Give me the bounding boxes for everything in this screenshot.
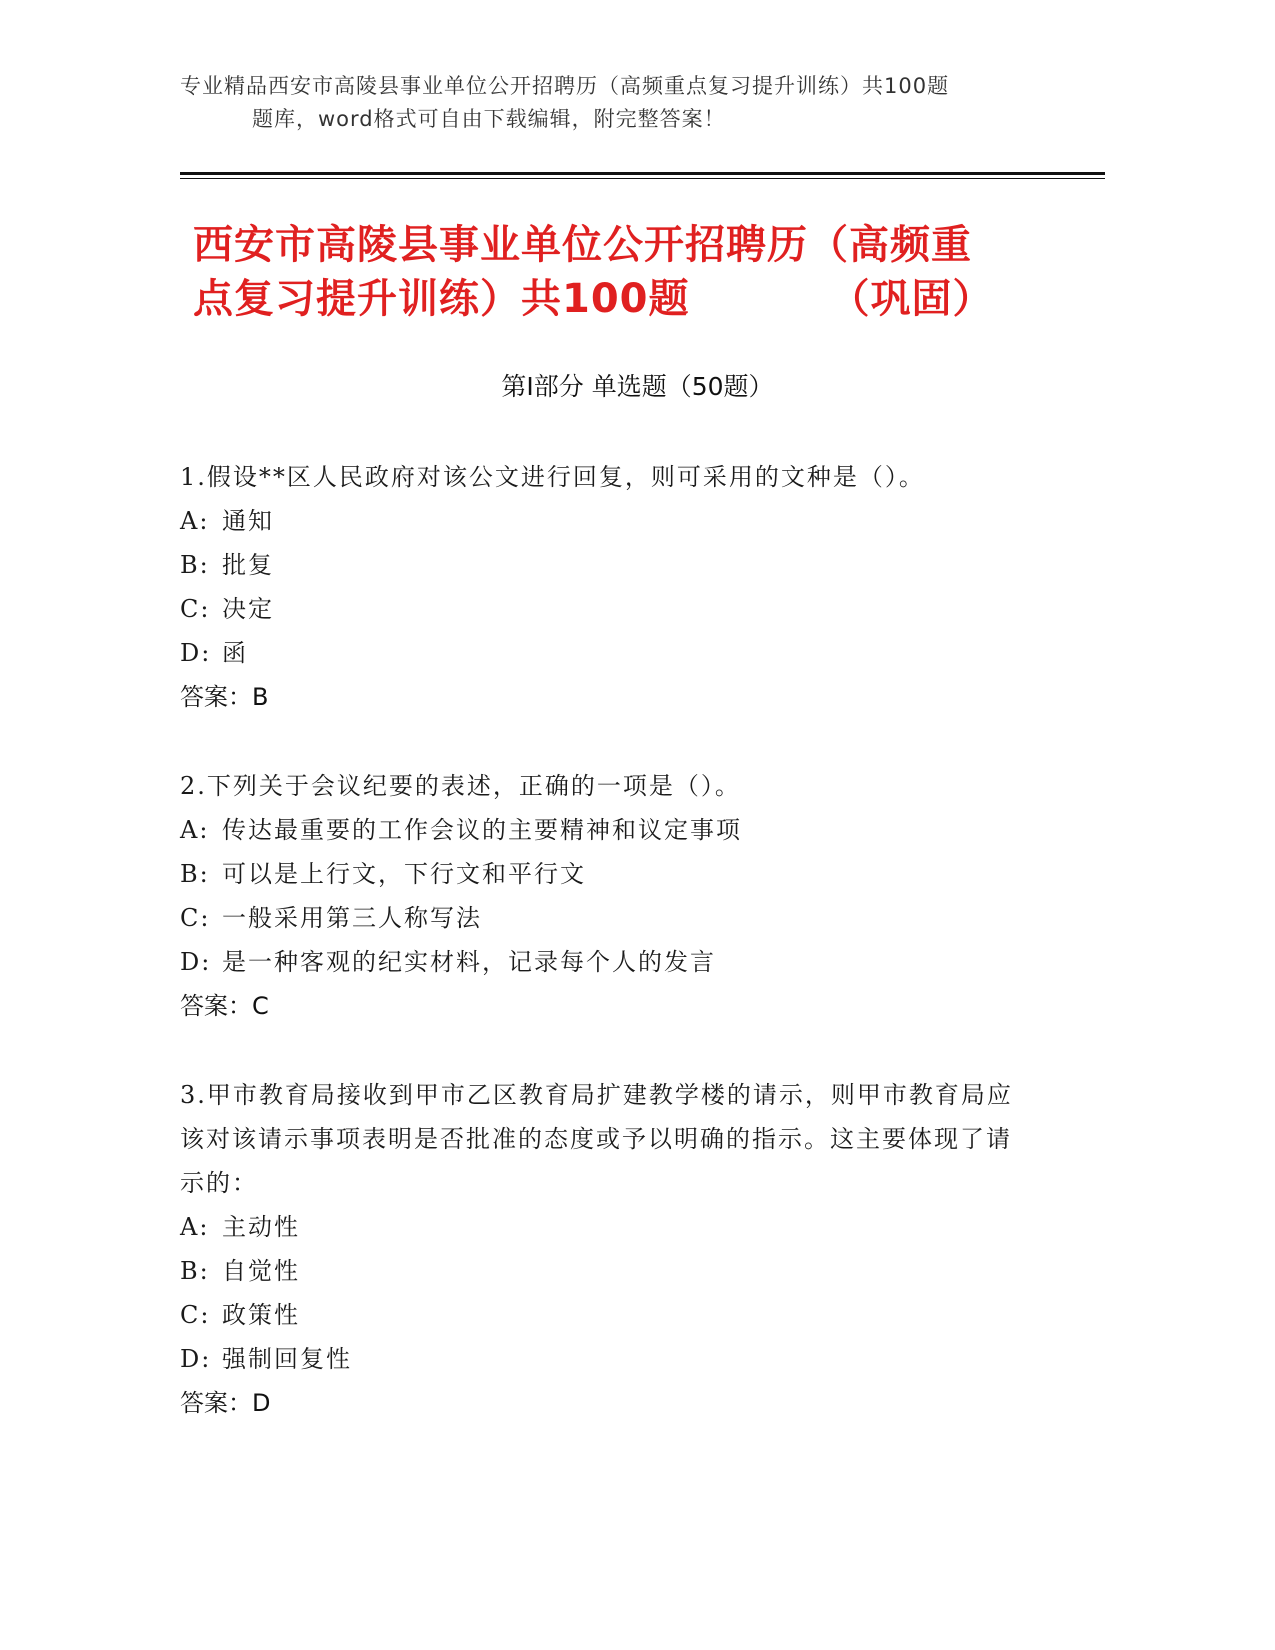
document-title-line1: 西安市高陵县事业单位公开招聘历（高频重: [193, 222, 972, 268]
option-key: B:: [180, 860, 210, 888]
question-1: [180, 455, 1020, 719]
option-text: 强制回复性: [222, 1345, 352, 1373]
option-key: D:: [180, 1345, 212, 1373]
option-key: C:: [180, 904, 211, 932]
question-3: [180, 1073, 1020, 1425]
option-text: 政策性: [222, 1301, 300, 1329]
option-b: [180, 852, 1020, 896]
option-text: 主动性: [222, 1213, 300, 1241]
option-key: B:: [180, 1257, 210, 1285]
header-divider-thin: [180, 178, 1105, 179]
option-a: [180, 808, 1020, 852]
option-text: 批复: [222, 551, 274, 579]
option-c: [180, 587, 1020, 631]
question-stem: 3.甲市教育局接收到甲市乙区教育局扩建教学楼的请示，则甲市教育局应该对该请示事项表明是否批准的态度或予以明确的指示。这主要体现了请示的：: [180, 1081, 1013, 1197]
section-title: 第Ⅰ部分 单选题（50题）: [501, 372, 774, 401]
document-title: [193, 218, 1093, 326]
option-a: [180, 499, 1020, 543]
option-key: A:: [180, 1213, 210, 1241]
question-stem: 2.下列关于会议纪要的表述，正确的一项是（）。: [180, 772, 741, 800]
option-text: 函: [222, 639, 248, 667]
header-note-line1: 专业精品西安市高陵县事业单位公开招聘历（高频重点复习提升训练）共100题: [180, 74, 950, 98]
option-key: C:: [180, 1301, 211, 1329]
option-text: 决定: [222, 595, 274, 623]
option-c: [180, 896, 1020, 940]
option-a: [180, 1205, 1020, 1249]
option-key: B:: [180, 551, 210, 579]
document-title-line2: 点复习提升训练）共100题: [193, 276, 690, 322]
answer: 答案：D: [180, 1389, 271, 1417]
option-d: [180, 940, 1020, 984]
question-2: [180, 764, 1020, 1028]
question-list: [180, 455, 1020, 1470]
option-text: 可以是上行文，下行文和平行文: [222, 860, 586, 888]
option-key: C:: [180, 595, 211, 623]
header-divider-thick: [180, 172, 1105, 175]
option-text: 传达最重要的工作会议的主要精神和议定事项: [222, 816, 742, 844]
option-text: 自觉性: [222, 1257, 300, 1285]
option-key: D:: [180, 639, 212, 667]
option-key: A:: [180, 507, 210, 535]
option-key: A:: [180, 816, 210, 844]
answer: 答案：C: [180, 992, 269, 1020]
option-text: 一般采用第三人称写法: [222, 904, 482, 932]
option-b: [180, 1249, 1020, 1293]
option-d: [180, 631, 1020, 675]
option-key: D:: [180, 948, 212, 976]
option-d: [180, 1337, 1020, 1381]
option-text: 通知: [222, 507, 274, 535]
option-c: [180, 1293, 1020, 1337]
question-stem: 1.假设**区人民政府对该公文进行回复，则可采用的文种是（）。: [180, 463, 925, 491]
header-note: [180, 70, 1040, 136]
document-title-suffix: （巩固）: [829, 276, 994, 322]
option-b: [180, 543, 1020, 587]
answer: 答案：B: [180, 683, 269, 711]
header-note-line2: 题库，word格式可自由下载编辑，附完整答案！: [252, 107, 726, 131]
option-text: 是一种客观的纪实材料，记录每个人的发言: [222, 948, 716, 976]
